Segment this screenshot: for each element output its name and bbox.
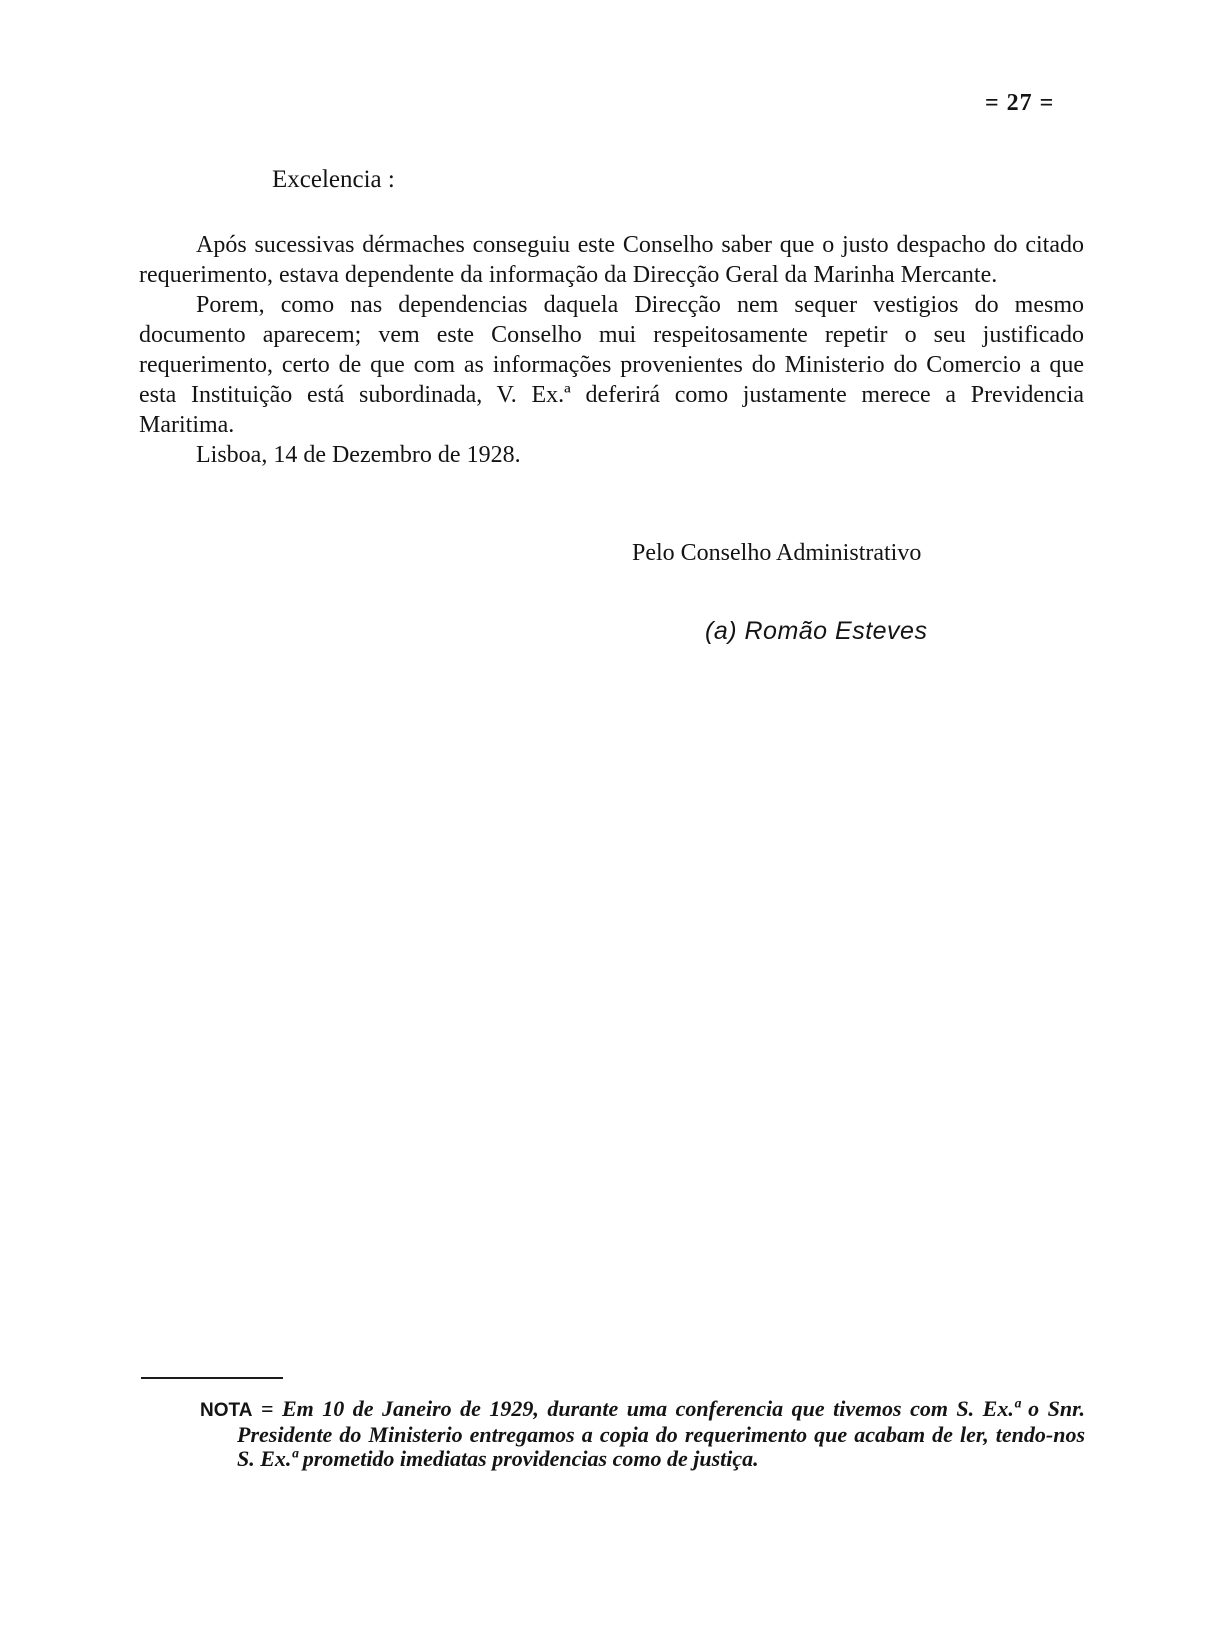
footnote xyxy=(200,1397,1085,1471)
signature-name: (a) Romão Esteves xyxy=(705,617,928,645)
paragraph-1: Após sucessivas dérmaches conseguiu este Conselho saber que o justo despacho do citado requerimento, estava dependente da informação da Direcção Geral da Marinha Mercante. xyxy=(139,232,1084,288)
footnote-divider xyxy=(141,1377,283,1379)
paragraph-2: Porem, como nas dependencias daquela Direcção nem sequer vestigios do mesmo documento aparecem; vem este Conselho mui respeitosamente repetir o seu justificado requerimento, certo de que com as informações provenientes do Ministerio do Comercio a que esta Instituição está subordinada, V. Ex.ª deferirá como justamente merece a Previdencia Maritima. xyxy=(139,292,1084,438)
signature-organization: Pelo Conselho Administrativo xyxy=(632,540,922,566)
page-number: = 27 = xyxy=(985,90,1055,116)
date-line: Lisboa, 14 de Dezembro de 1928. xyxy=(196,442,521,468)
salutation: Excelencia : xyxy=(272,166,395,193)
footnote-text: = Em 10 de Janeiro de 1929, durante uma conferencia que tivemos com S. Ex.ª o Snr. Presidente do Ministerio entregamos a copia do requerimento que acabam de ler, tendo-nos S. Ex.ª prometido imediatas providencias como de justiça. xyxy=(237,1396,1085,1471)
letter-body xyxy=(139,230,1084,470)
footnote-label: NOTA xyxy=(200,1400,253,1421)
footnote-paragraph xyxy=(200,1397,1085,1471)
